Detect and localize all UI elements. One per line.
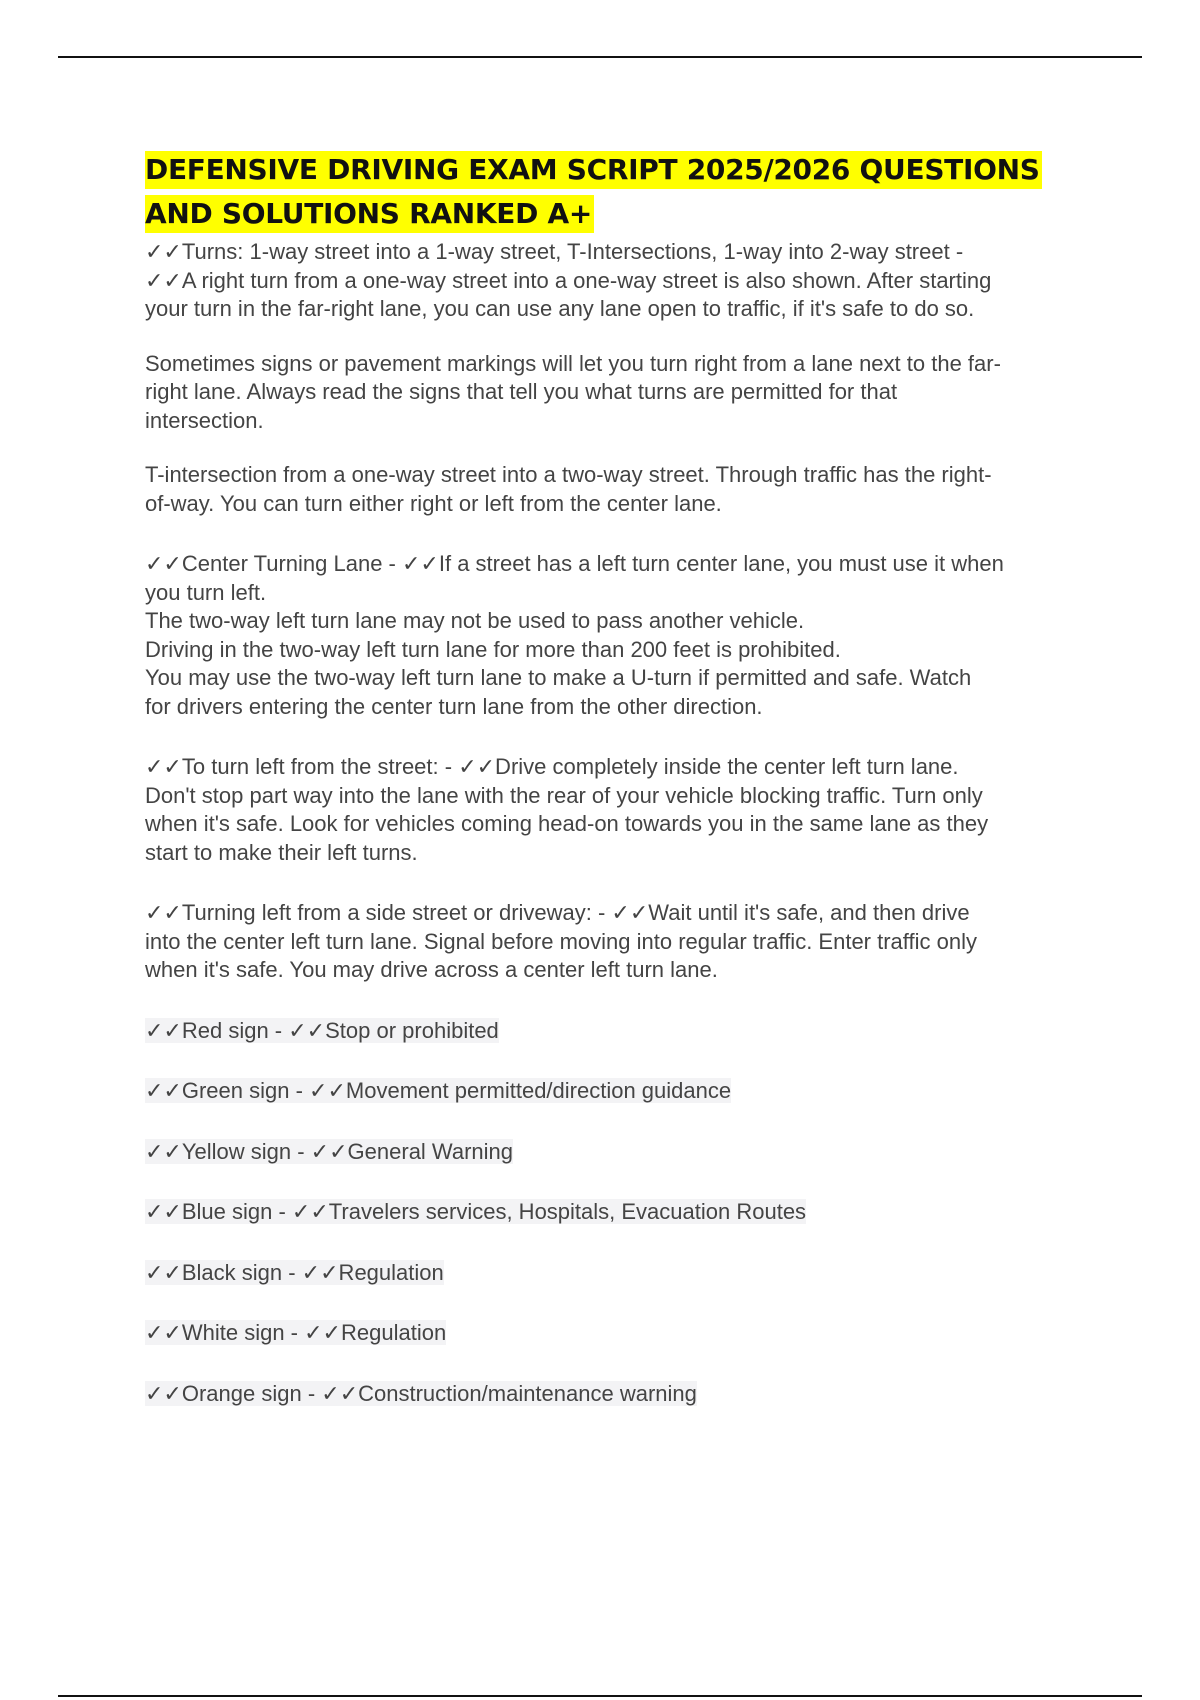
signs-markings-line-2: right lane. Always read the signs that tell you what turns are permitted for that <box>145 379 898 404</box>
block-turns <box>145 238 1095 324</box>
document-body <box>145 148 1095 1408</box>
sign-item-red: ✓✓Red sign - ✓✓Stop or prohibited <box>145 1017 499 1043</box>
sign-item-white: ✓✓White sign - ✓✓Regulation <box>145 1320 447 1345</box>
signs-markings-line-1: Sometimes signs or pavement markings will let you turn right from a lane next to the far- <box>145 350 1001 376</box>
sign-item-black: ✓✓Black sign - ✓✓Regulation <box>145 1259 444 1285</box>
turn-left-street-line-1: ✓✓To turn left from the street: - ✓✓Drive completely inside the center left turn lane. <box>145 754 959 779</box>
block-signs-markings <box>145 350 1095 436</box>
title-line-1: DEFENSIVE DRIVING EXAM SCRIPT 2025/2026 QUESTIONS <box>145 151 1042 189</box>
turns-line-1: ✓✓Turns: 1-way street into a 1-way street, T-Intersections, 1-way into 2-way street - <box>145 239 964 264</box>
turns-line-2: ✓✓A right turn from a one-way street into a one-way street is also shown. After starting <box>145 267 992 293</box>
turn-left-side-line-1: ✓✓Turning left from a side street or driveway: - ✓✓Wait until it's safe, and then drive <box>145 900 970 925</box>
signs-markings-line-3: intersection. <box>145 407 264 433</box>
block-t-intersection <box>145 461 1095 518</box>
block-turn-left-street <box>145 753 1095 867</box>
t-intersection-line-1: T-intersection from a one-way street into a two-way street. Through traffic has the right- <box>145 462 992 487</box>
sign-item-orange: ✓✓Orange sign - ✓✓Construction/maintenance warning <box>145 1380 697 1406</box>
sign-item-green: ✓✓Green sign - ✓✓Movement permitted/direction guidance <box>145 1078 732 1103</box>
center-lane-line-3: The two-way left turn lane may not be used to pass another vehicle. <box>145 608 805 633</box>
block-turn-left-side <box>145 899 1095 985</box>
footer-rule <box>58 1695 1142 1697</box>
t-intersection-line-2: of-way. You can turn either right or left from the center lane. <box>145 490 722 516</box>
turn-left-side-line-3: when it's safe. You may drive across a center left turn lane. <box>145 957 718 982</box>
center-lane-line-5: You may use the two-way left turn lane to make a U-turn if permitted and safe. Watch <box>145 665 972 690</box>
header-rule <box>58 56 1142 58</box>
turns-line-3: your turn in the far-right lane, you can use any lane open to traffic, if it's safe to do so. <box>145 296 975 321</box>
center-lane-line-6: for drivers entering the center turn lane from the other direction. <box>145 693 763 719</box>
turn-left-side-line-2: into the center left turn lane. Signal before moving into regular traffic. Enter traffic only <box>145 928 977 954</box>
turn-left-street-line-3: when it's safe. Look for vehicles coming head-on towards you in the same lane as they <box>145 811 989 836</box>
document-title <box>145 148 1095 236</box>
center-lane-line-4: Driving in the two-way left turn lane for more than 200 feet is prohibited. <box>145 636 841 662</box>
center-lane-line-2: you turn left. <box>145 579 267 605</box>
sign-item-yellow: ✓✓Yellow sign - ✓✓General Warning <box>145 1138 514 1164</box>
turn-left-street-line-4: start to make their left turns. <box>145 839 418 865</box>
sign-item-blue: ✓✓Blue sign - ✓✓Travelers services, Hospitals, Evacuation Routes <box>145 1199 807 1224</box>
title-line-2: AND SOLUTIONS RANKED A+ <box>145 195 594 233</box>
sign-colors-list <box>145 1017 1095 1409</box>
turn-left-street-line-2: Don't stop part way into the lane with the rear of your vehicle blocking traffic. Turn only <box>145 782 983 808</box>
block-center-lane <box>145 550 1095 721</box>
center-lane-line-1: ✓✓Center Turning Lane - ✓✓If a street has a left turn center lane, you must use it when <box>145 551 1004 576</box>
